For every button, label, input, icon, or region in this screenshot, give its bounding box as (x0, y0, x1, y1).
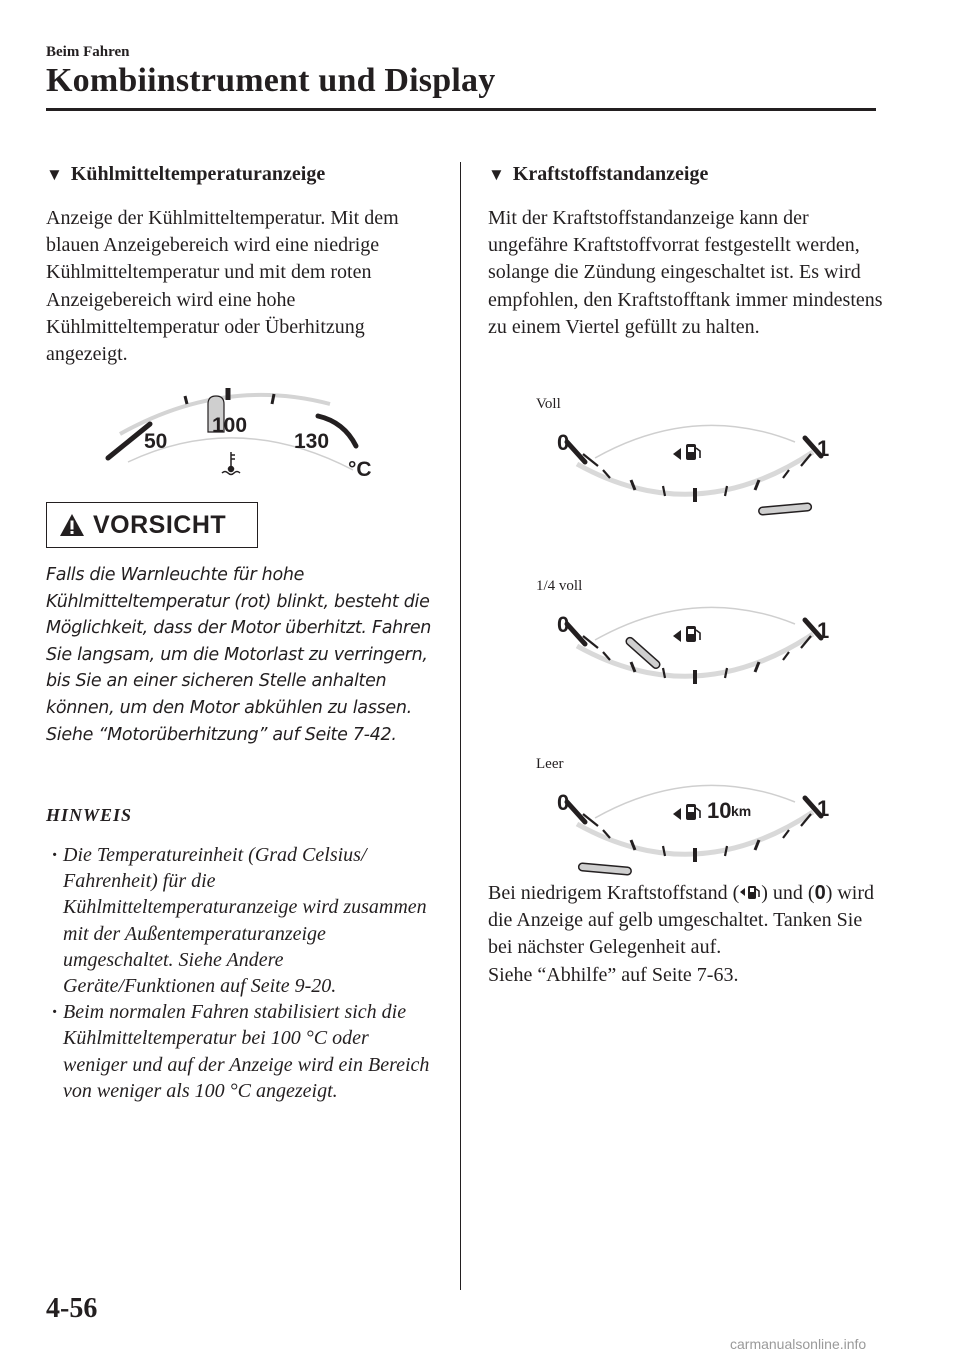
note-title: HINWEIS (46, 805, 133, 825)
fuel-heading: ▼ Kraftstoffstandanzeige (488, 163, 709, 185)
warning-text: Falls die Warnleuchte für hohe Kühlmitteltemperatur (rot) blinkt, besteht die Möglichkeit, dass der Motor überhitzt. Fahren Sie langsam, um die Motorlast zu verringern, bis Sie an einer sicheren Stelle anhalten können, um den Motor abkühlen zu lassen. Siehe “Motorüberhitzung” auf Seite 7-42. (46, 562, 436, 748)
scale-min-label: 0 (557, 430, 570, 455)
triangle-marker-icon: ▼ (46, 164, 63, 184)
fuel-pump-icon (673, 804, 700, 820)
coolant-gauge (98, 382, 398, 492)
gauge-low-label: 50 (144, 430, 168, 453)
scale-min-mark (567, 802, 585, 822)
triangle-marker-icon: ▼ (488, 164, 505, 184)
watermark: carmanualsonline.info (730, 1336, 867, 1352)
chapter-label: Beim Fahren (46, 44, 130, 60)
gauge-label-quarter: 1/4 voll (536, 578, 583, 594)
range-unit: km (731, 803, 752, 819)
column-divider (460, 162, 461, 1290)
fuel-needle (630, 641, 656, 664)
coolant-heading: ▼ Kühlmitteltemperaturanzeige (46, 163, 326, 185)
fuel-pump-icon (673, 626, 700, 642)
page-number: 4-56 (46, 1293, 98, 1324)
gauge-mid-label: 100 (212, 414, 248, 437)
caution-box (46, 502, 258, 548)
caution-label: VORSICHT (93, 510, 227, 539)
coolant-temp-icon (222, 452, 240, 475)
page-title: Kombiinstrument und Display (46, 62, 496, 99)
fuel-outro: Bei niedrigem Kraftstoffstand ( ) und (0) wird die Anzeige auf gelb umgeschaltet. Tanken Sie bei nächster Gelegenheit auf. Siehe “Abhilfe” auf Seite 7-63. (488, 880, 888, 989)
scale-min-label: 0 (557, 612, 570, 637)
fuel-needle (763, 507, 808, 511)
scale-tick (725, 486, 727, 496)
fuel-gauge-quarter (555, 604, 845, 699)
note-item: · Die Temperatureinheit (Grad Celsius/ Fahrenheit) für die Kühlmitteltemperaturanzeige wird zusammen mit der Außentemperaturanzeige umgeschaltet. Siehe Andere Geräte/Funktionen auf Seite 9-20. (54, 842, 434, 999)
scale-min-mark (567, 442, 585, 462)
fuel-pump-icon (739, 883, 761, 901)
fuel-needle (582, 867, 627, 871)
scale-tick (725, 846, 727, 856)
gauge-label-empty: Leer (536, 756, 564, 772)
fuel-gauge-empty (555, 782, 845, 877)
scale-tick (725, 668, 727, 678)
coolant-intro: Anzeige der Kühlmitteltemperatur. Mit dem blauen Anzeigebereich wird eine niedrige Kühlmitteltemperatur und mit dem roten Anzeigebereich wird eine hohe Kühlmitteltemperatur oder Überhitzung angezeigt. (46, 207, 399, 366)
scale-min-label: 0 (557, 790, 570, 815)
fuel-intro: Mit der Kraftstoffstandanzeige kann der ungefähre Kraftstoffvorrat festgestellt werden, solange die Zündung eingeschaltet ist. Es wird empfohlen, den Kraftstofftank immer mindestens zu einem Viertel gefüllt zu halten. (488, 207, 883, 338)
note-item: · Beim normalen Fahren stabilisiert sich die Kühlmitteltemperatur bei 100 °C oder weniger und auf der Anzeige wird ein Bereich von weniger als 100 °C angezeigt. (54, 999, 434, 1104)
scale-max-label: 1 (817, 436, 830, 461)
header-rule (46, 108, 876, 111)
scale-min-mark (567, 624, 585, 644)
scale-max-label: 1 (817, 618, 830, 643)
gauge-unit-label: °C (348, 458, 372, 481)
scale-max-label: 1 (817, 796, 830, 821)
fuel-pump-icon (673, 444, 700, 460)
note-list (54, 842, 434, 1104)
gauge-label-full: Voll (536, 396, 561, 412)
fuel-reference: Siehe “Abhilfe” auf Seite 7-63. (488, 963, 739, 986)
gauge-high-label: 130 (294, 430, 330, 453)
warning-triangle-icon (59, 513, 85, 537)
warning-reference: Siehe “Motorüberhitzung” auf Seite 7-42. (46, 724, 397, 745)
range-value: 10 (707, 798, 732, 823)
zero-symbol: 0 (814, 882, 826, 904)
fuel-gauge-full (555, 422, 845, 517)
